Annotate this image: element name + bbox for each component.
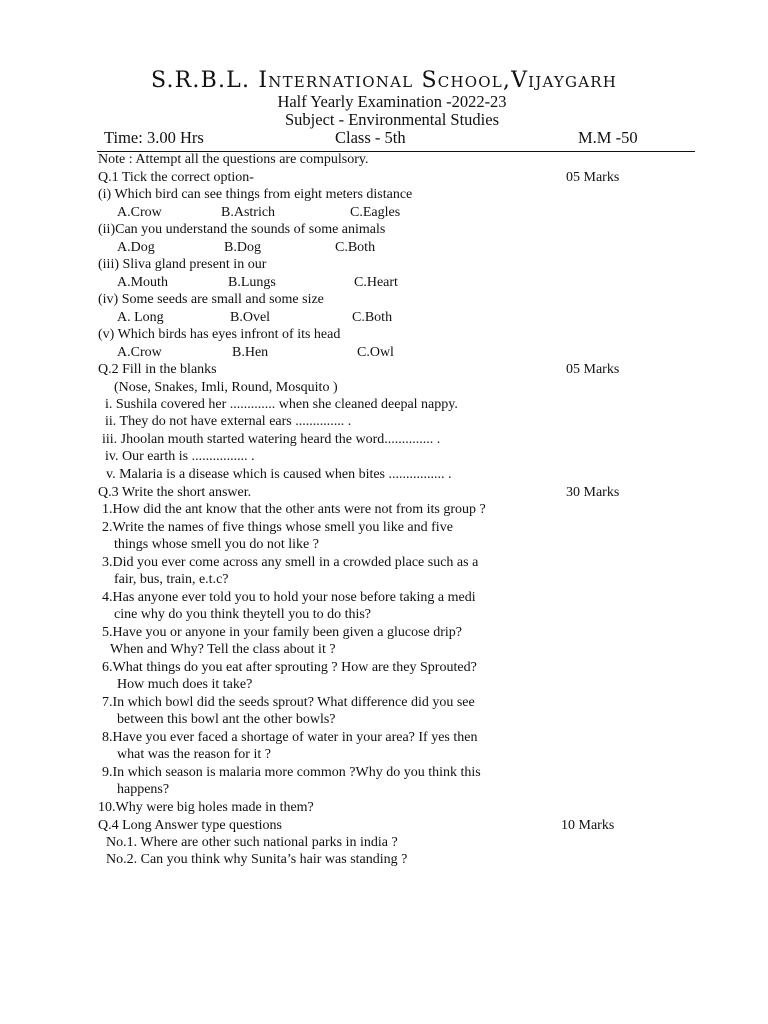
q3-question-cont: cine why do you think theytell you to do this? <box>114 607 372 622</box>
q1-option: A.Mouth <box>117 275 168 290</box>
q1-option: C.Both <box>352 310 393 325</box>
q1-option: A.Dog <box>117 240 155 255</box>
q3-marks: 30 Marks <box>566 485 620 500</box>
q1-option: B.Lungs <box>228 275 276 290</box>
q1-option: C.Heart <box>354 275 398 290</box>
time-label: Time: 3.00 Hrs <box>104 128 204 147</box>
q3-question-cont: between this bowl ant the other bowls? <box>117 712 336 727</box>
q2-blank: ii. They do not have external ears .............. . <box>105 414 352 429</box>
q2-word-bank: (Nose, Snakes, Imli, Round, Mosquito ) <box>114 380 338 395</box>
q4-title: Q.4 Long Answer type questions <box>98 818 282 833</box>
q3-question: 6.What things do you eat after sprouting ? How are they Sprouted? <box>102 660 477 675</box>
max-marks-label: M.M -50 <box>578 128 638 147</box>
q1-question: (i) Which bird can see things from eight meters distance <box>98 187 413 202</box>
q1-option: C.Owl <box>357 345 394 360</box>
q4-question: No.2. Can you think why Sunita’s hair was standing ? <box>106 852 408 867</box>
q3-question-cont: things whose smell you do not like ? <box>114 537 319 552</box>
q3-question: 5.Have you or anyone in your family been given a glucose drip? <box>102 625 463 640</box>
q1-question: (iv) Some seeds are small and some size <box>98 292 324 307</box>
q1-question: (v) Which birds has eyes infront of its head <box>98 327 341 342</box>
note-text: Note : Attempt all the questions are compulsory. <box>98 152 369 167</box>
q1-marks: 05 Marks <box>566 170 620 185</box>
q3-question-cont: happens? <box>117 782 170 797</box>
q3-question: 1.How did the ant know that the other ants were not from its group ? <box>102 502 486 517</box>
q1-option: B.Dog <box>224 240 261 255</box>
q3-question-cont: How much does it take? <box>117 677 253 692</box>
q4-question: No.1. Where are other such national parks in india ? <box>106 835 398 850</box>
q1-option: A. Long <box>117 310 164 325</box>
q3-question: 10.Why were big holes made in them? <box>98 800 314 815</box>
q3-question-cont: fair, bus, train, e.t.c? <box>114 572 229 587</box>
q1-question: (ii)Can you understand the sounds of some animals <box>98 222 386 237</box>
q1-option: A.Crow <box>117 345 162 360</box>
q2-marks: 05 Marks <box>566 362 620 377</box>
q3-title: Q.3 Write the short answer. <box>98 485 252 500</box>
q2-blank: iii. Jhoolan mouth started watering heard the word.............. . <box>102 432 441 447</box>
q3-question: 2.Write the names of five things whose smell you like and five <box>102 520 453 535</box>
q1-title: Q.1 Tick the correct option- <box>98 170 254 185</box>
q3-question: 8.Have you ever faced a shortage of water in your area? If yes then <box>102 730 478 745</box>
q3-question: 3.Did you ever come across any smell in a crowded place such as a <box>102 555 479 570</box>
subject-line: Subject - Environmental Studies <box>284 110 499 129</box>
q2-blank: i. Sushila covered her ............. when she cleaned deepal nappy. <box>105 397 458 412</box>
school-name: S.R.B.L. International School,Vijaygarh <box>150 68 618 93</box>
q3-question-cont: When and Why? Tell the class about it ? <box>110 642 336 657</box>
q2-blank: iv. Our earth is ................ . <box>105 449 255 464</box>
q1-option: A.Crow <box>117 205 162 220</box>
q2-title: Q.2 Fill in the blanks <box>98 362 217 377</box>
exam-title: Half Yearly Examination -2022-23 <box>277 92 507 111</box>
q1-option: C.Eagles <box>350 205 401 220</box>
q1-option: B.Hen <box>232 345 269 360</box>
q3-question: 9.In which season is malaria more common ?Why do you think this <box>102 765 481 780</box>
q3-question: 4.Has anyone ever told you to hold your nose before taking a medi <box>102 590 476 605</box>
q3-question-cont: what was the reason for it ? <box>117 747 271 762</box>
q2-blank: v. Malaria is a disease which is caused when bites ................ . <box>106 467 452 482</box>
q3-question: 7.In which bowl did the seeds sprout? What difference did you see <box>102 695 475 710</box>
q1-option: B.Ovel <box>230 310 271 325</box>
q1-option: C.Both <box>335 240 376 255</box>
class-label: Class - 5th <box>335 128 406 147</box>
q1-question: (iii) Sliva gland present in our <box>98 257 267 272</box>
q1-option: B.Astrich <box>221 205 276 220</box>
q4-marks: 10 Marks <box>561 818 615 833</box>
